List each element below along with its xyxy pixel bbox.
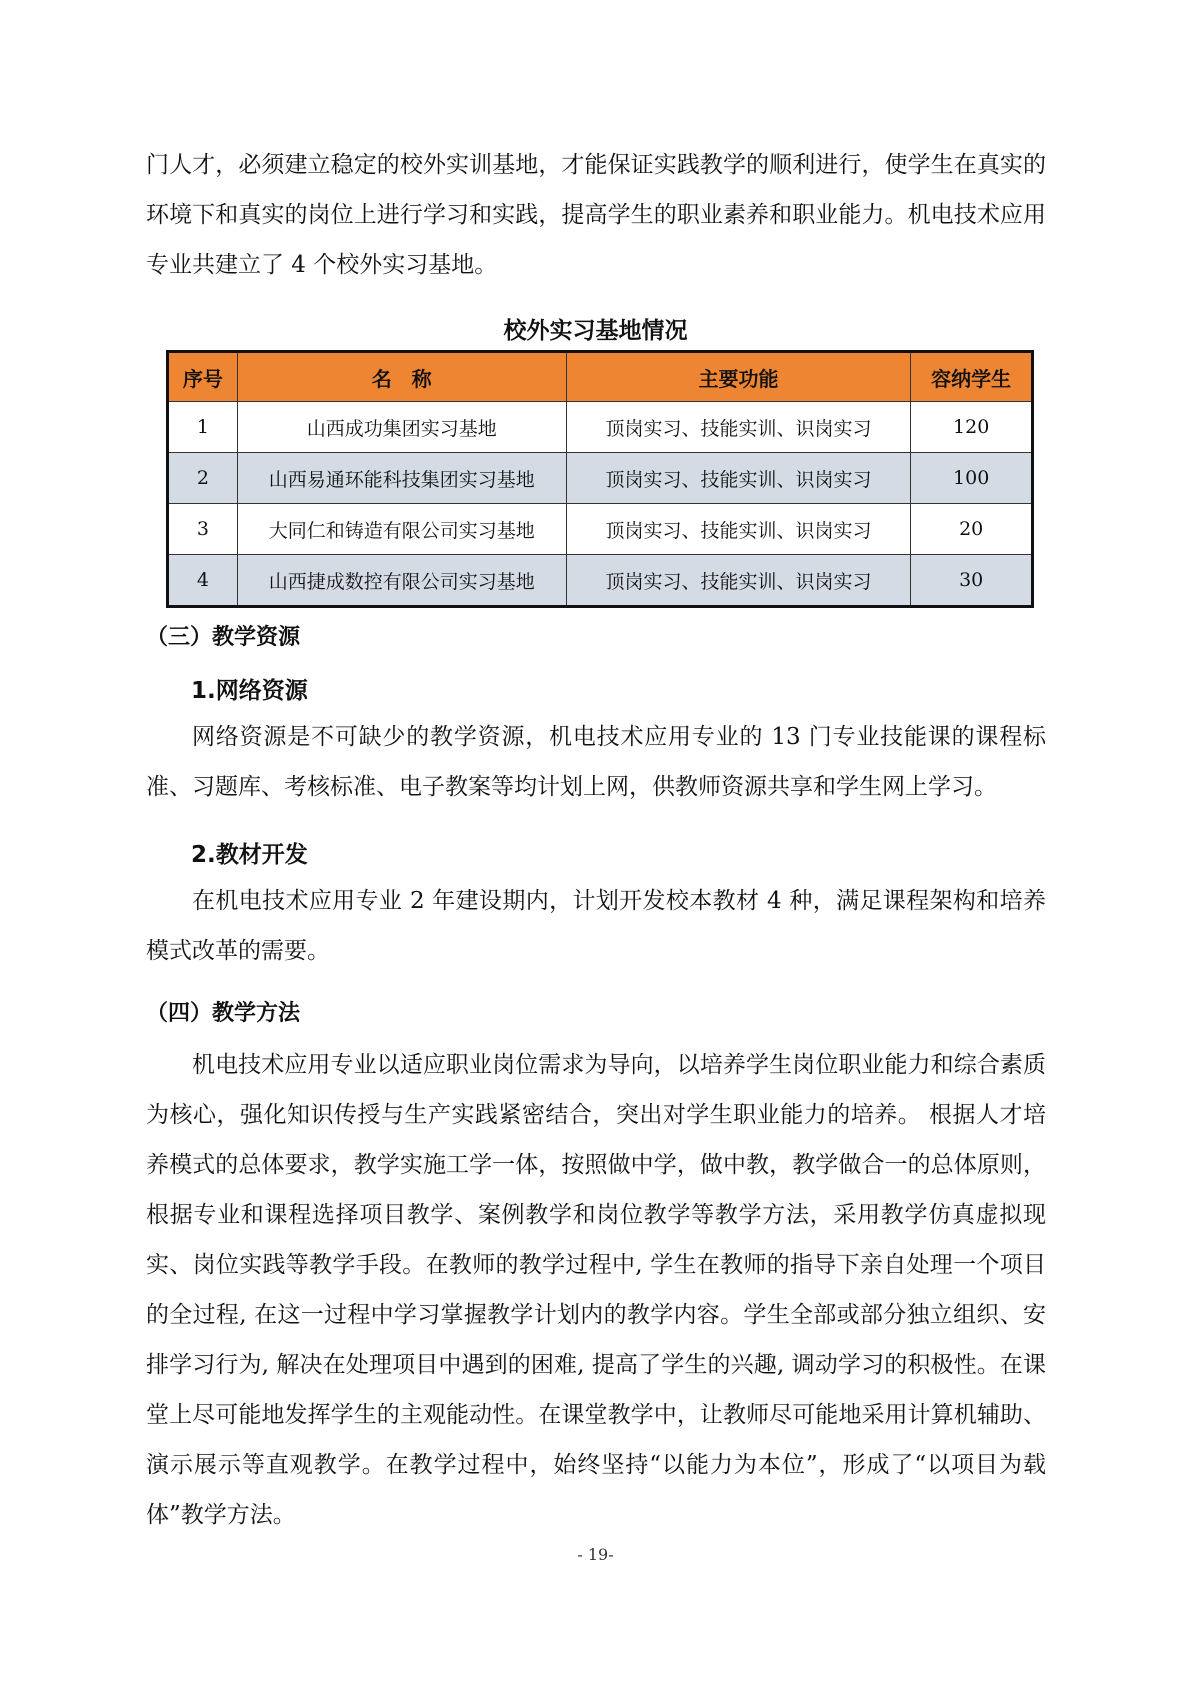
textbook-development-heading: 2.教材开发 [191,842,308,868]
cell-capacity: 100 [911,453,1033,504]
header-name: 名 称 [237,352,566,402]
table-row [168,555,1033,607]
table-row [168,453,1033,504]
table-title: 校外实习基地情况 [503,318,688,344]
cell-name: 山西捷成数控有限公司实习基地 [237,555,566,607]
table-row [168,402,1033,453]
cell-no: 2 [168,453,238,504]
cell-capacity: 20 [911,504,1033,555]
network-resources-paragraph: 网络资源是不可缺少的教学资源，机电技术应用专业的 13 门专业技能课的课程标准、习题库、考核标准、电子教案等均计划上网，供教师资源共享和学生网上学习。 [146,724,1046,800]
header-no: 序号 [168,352,238,402]
table-header-row [168,352,1033,402]
cell-capacity: 30 [911,555,1033,607]
cell-no: 3 [168,504,238,555]
textbook-development-paragraph: 在机电技术应用专业 2 年建设期内，计划开发校本教材 4 种，满足课程架构和培养模式改革的需要。 [146,888,1046,964]
table-row [168,504,1033,555]
section4-heading: （四）教学方法 [146,1001,301,1026]
page-number: - 19- [577,1545,614,1564]
network-resources-heading: 1.网络资源 [191,678,308,704]
cell-function: 顶岗实习、技能实训、识岗实习 [566,555,911,607]
cell-function: 顶岗实习、技能实训、识岗实习 [566,504,911,555]
section3-heading: （三）教学资源 [146,625,301,650]
teaching-methods-paragraph: 机电技术应用专业以适应职业岗位需求为导向，以培养学生岗位职业能力和综合素质为核心，强化知识传授与生产实践紧密结合，突出对学生职业能力的培养。 根据人才培养模式的总体要求，教学实施工学一体，按照做中学，做中教，教学做合一的总体原则，根据专业和课程选择项目教学、案例教学和岗位教学等教学方法，采用教学仿真虚拟现实、岗位实践等教学手段。在教师的教学过程中, 学生在教师的指导下亲自处理一个项目的全过程, 在这一过程中学习掌握教学计划内的教学内容。学生全部或部分独立组织、安排学习行为, 解决在处理项目中遇到的困难, 提高了学生的兴趣, 调动学习的积极性。在课堂上尽可能地发挥学生的主观能动性。在课堂教学中，让教师尽可能地采用计算机辅助、演示展示等直观教学。在教学过程中，始终坚持“以能力为本位”，形成了“以项目为载体”教学方法。 [146,1052,1046,1528]
header-function: 主要功能 [566,352,911,402]
cell-function: 顶岗实习、技能实训、识岗实习 [566,453,911,504]
cell-function: 顶岗实习、技能实训、识岗实习 [566,402,911,453]
header-capacity: 容纳学生 [911,352,1033,402]
cell-no: 1 [168,402,238,453]
cell-name: 山西易通环能科技集团实习基地 [237,453,566,504]
intro-paragraph: 门人才，必须建立稳定的校外实训基地，才能保证实践教学的顺利进行，使学生在真实的环境下和真实的岗位上进行学习和实践，提高学生的职业素养和职业能力。机电技术应用专业共建立了 4 个校外实习基地。 [146,152,1046,278]
cell-name: 山西成功集团实习基地 [237,402,566,453]
cell-name: 大同仁和铸造有限公司实习基地 [237,504,566,555]
practice-base-table [166,350,1034,608]
cell-no: 4 [168,555,238,607]
cell-capacity: 120 [911,402,1033,453]
